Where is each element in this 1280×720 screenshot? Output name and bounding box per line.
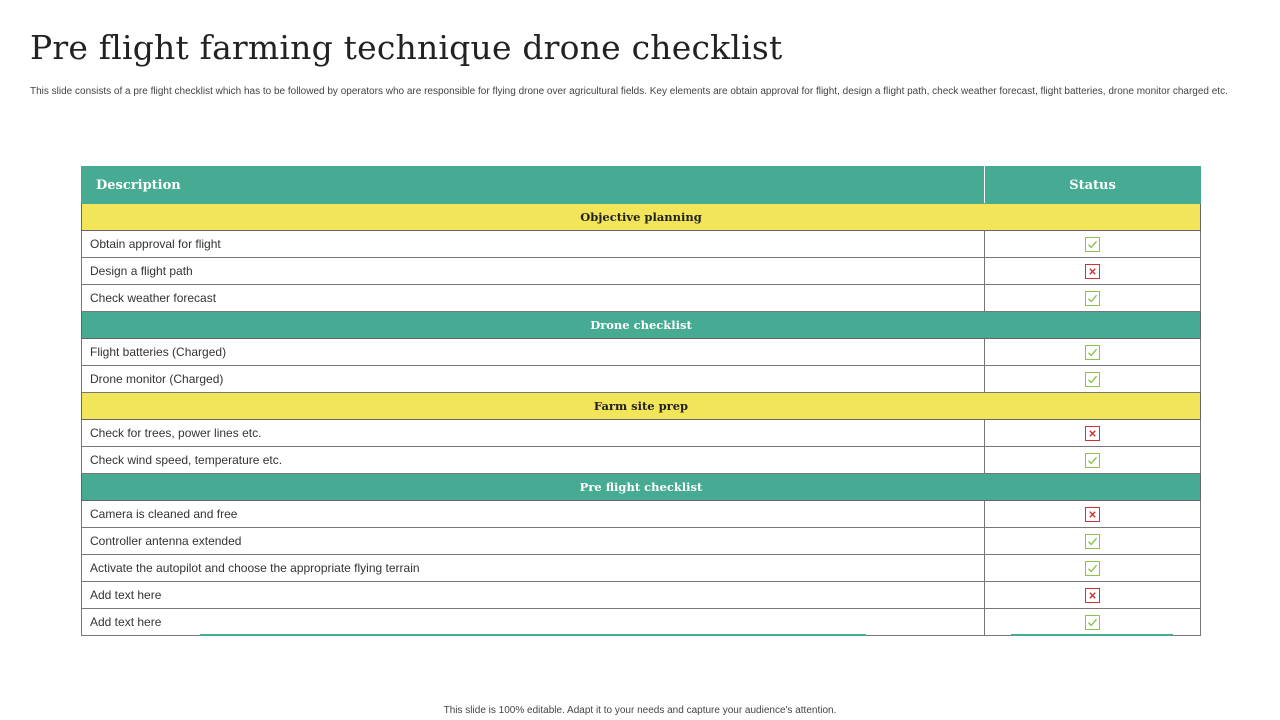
row-status bbox=[985, 609, 1201, 636]
checkbox-checked-icon bbox=[1085, 534, 1100, 549]
checkbox-checked-icon bbox=[1085, 291, 1100, 306]
row-status bbox=[985, 339, 1201, 366]
row-status bbox=[985, 258, 1201, 285]
table-row bbox=[82, 231, 1201, 258]
table-row bbox=[82, 582, 1201, 609]
checkbox-checked-icon bbox=[1085, 372, 1100, 387]
status-column-header: Status bbox=[985, 167, 1201, 204]
checkbox-checked-icon bbox=[1085, 615, 1100, 630]
table-row bbox=[82, 420, 1201, 447]
table-row bbox=[82, 258, 1201, 285]
row-description: Camera is cleaned and free bbox=[82, 501, 985, 528]
row-description: Add text here bbox=[82, 609, 985, 636]
checkbox-checked-icon bbox=[1085, 237, 1100, 252]
checkbox-cross-icon bbox=[1085, 588, 1100, 603]
row-description: Controller antenna extended bbox=[82, 528, 985, 555]
section-title: Pre flight checklist bbox=[82, 474, 1201, 501]
table-row bbox=[82, 528, 1201, 555]
section-header-farm-site-prep bbox=[82, 393, 1201, 420]
table-row bbox=[82, 285, 1201, 312]
row-status bbox=[985, 285, 1201, 312]
row-description: Check for trees, power lines etc. bbox=[82, 420, 985, 447]
row-description: Check weather forecast bbox=[82, 285, 985, 312]
row-status bbox=[985, 555, 1201, 582]
row-description: Design a flight path bbox=[82, 258, 985, 285]
checkbox-checked-icon bbox=[1085, 453, 1100, 468]
table-row bbox=[82, 366, 1201, 393]
section-title: Farm site prep bbox=[82, 393, 1201, 420]
section-title: Objective planning bbox=[82, 204, 1201, 231]
accent-line-right bbox=[1011, 634, 1173, 636]
table-row bbox=[82, 339, 1201, 366]
row-description: Flight batteries (Charged) bbox=[82, 339, 985, 366]
row-status bbox=[985, 231, 1201, 258]
row-status bbox=[985, 501, 1201, 528]
checkbox-checked-icon bbox=[1085, 561, 1100, 576]
checkbox-cross-icon bbox=[1085, 426, 1100, 441]
section-header-pre-flight-checklist bbox=[82, 474, 1201, 501]
description-column-header: Description bbox=[82, 167, 985, 204]
table-row bbox=[82, 555, 1201, 582]
section-header-objective-planning bbox=[82, 204, 1201, 231]
table-row bbox=[82, 447, 1201, 474]
section-title: Drone checklist bbox=[82, 312, 1201, 339]
checkbox-cross-icon bbox=[1085, 264, 1100, 279]
slide-footer: This slide is 100% editable. Adapt it to your needs and capture your audience's attention. bbox=[443, 705, 837, 716]
row-status bbox=[985, 366, 1201, 393]
row-description: Add text here bbox=[82, 582, 985, 609]
row-description: Check wind speed, temperature etc. bbox=[82, 447, 985, 474]
slide-subtitle: This slide consists of a pre flight checklist which has to be followed by operators who are responsible for flying drone over agricultural fields. Key elements are obtain approval for flight, design a flight path, check weather forecast, flight batteries, drone monitor charged etc. bbox=[30, 86, 1228, 97]
accent-line-left bbox=[200, 634, 866, 636]
checkbox-checked-icon bbox=[1085, 345, 1100, 360]
row-status bbox=[985, 528, 1201, 555]
table-header-row bbox=[82, 167, 1201, 204]
row-status bbox=[985, 420, 1201, 447]
row-description: Activate the autopilot and choose the appropriate flying terrain bbox=[82, 555, 985, 582]
row-status bbox=[985, 447, 1201, 474]
table-row bbox=[82, 501, 1201, 528]
slide-title: Pre flight farming technique drone checklist bbox=[30, 28, 783, 67]
table-row bbox=[82, 609, 1201, 636]
checkbox-cross-icon bbox=[1085, 507, 1100, 522]
section-header-drone-checklist bbox=[82, 312, 1201, 339]
row-status bbox=[985, 582, 1201, 609]
row-description: Drone monitor (Charged) bbox=[82, 366, 985, 393]
row-description: Obtain approval for flight bbox=[82, 231, 985, 258]
checklist-table bbox=[81, 166, 1201, 636]
